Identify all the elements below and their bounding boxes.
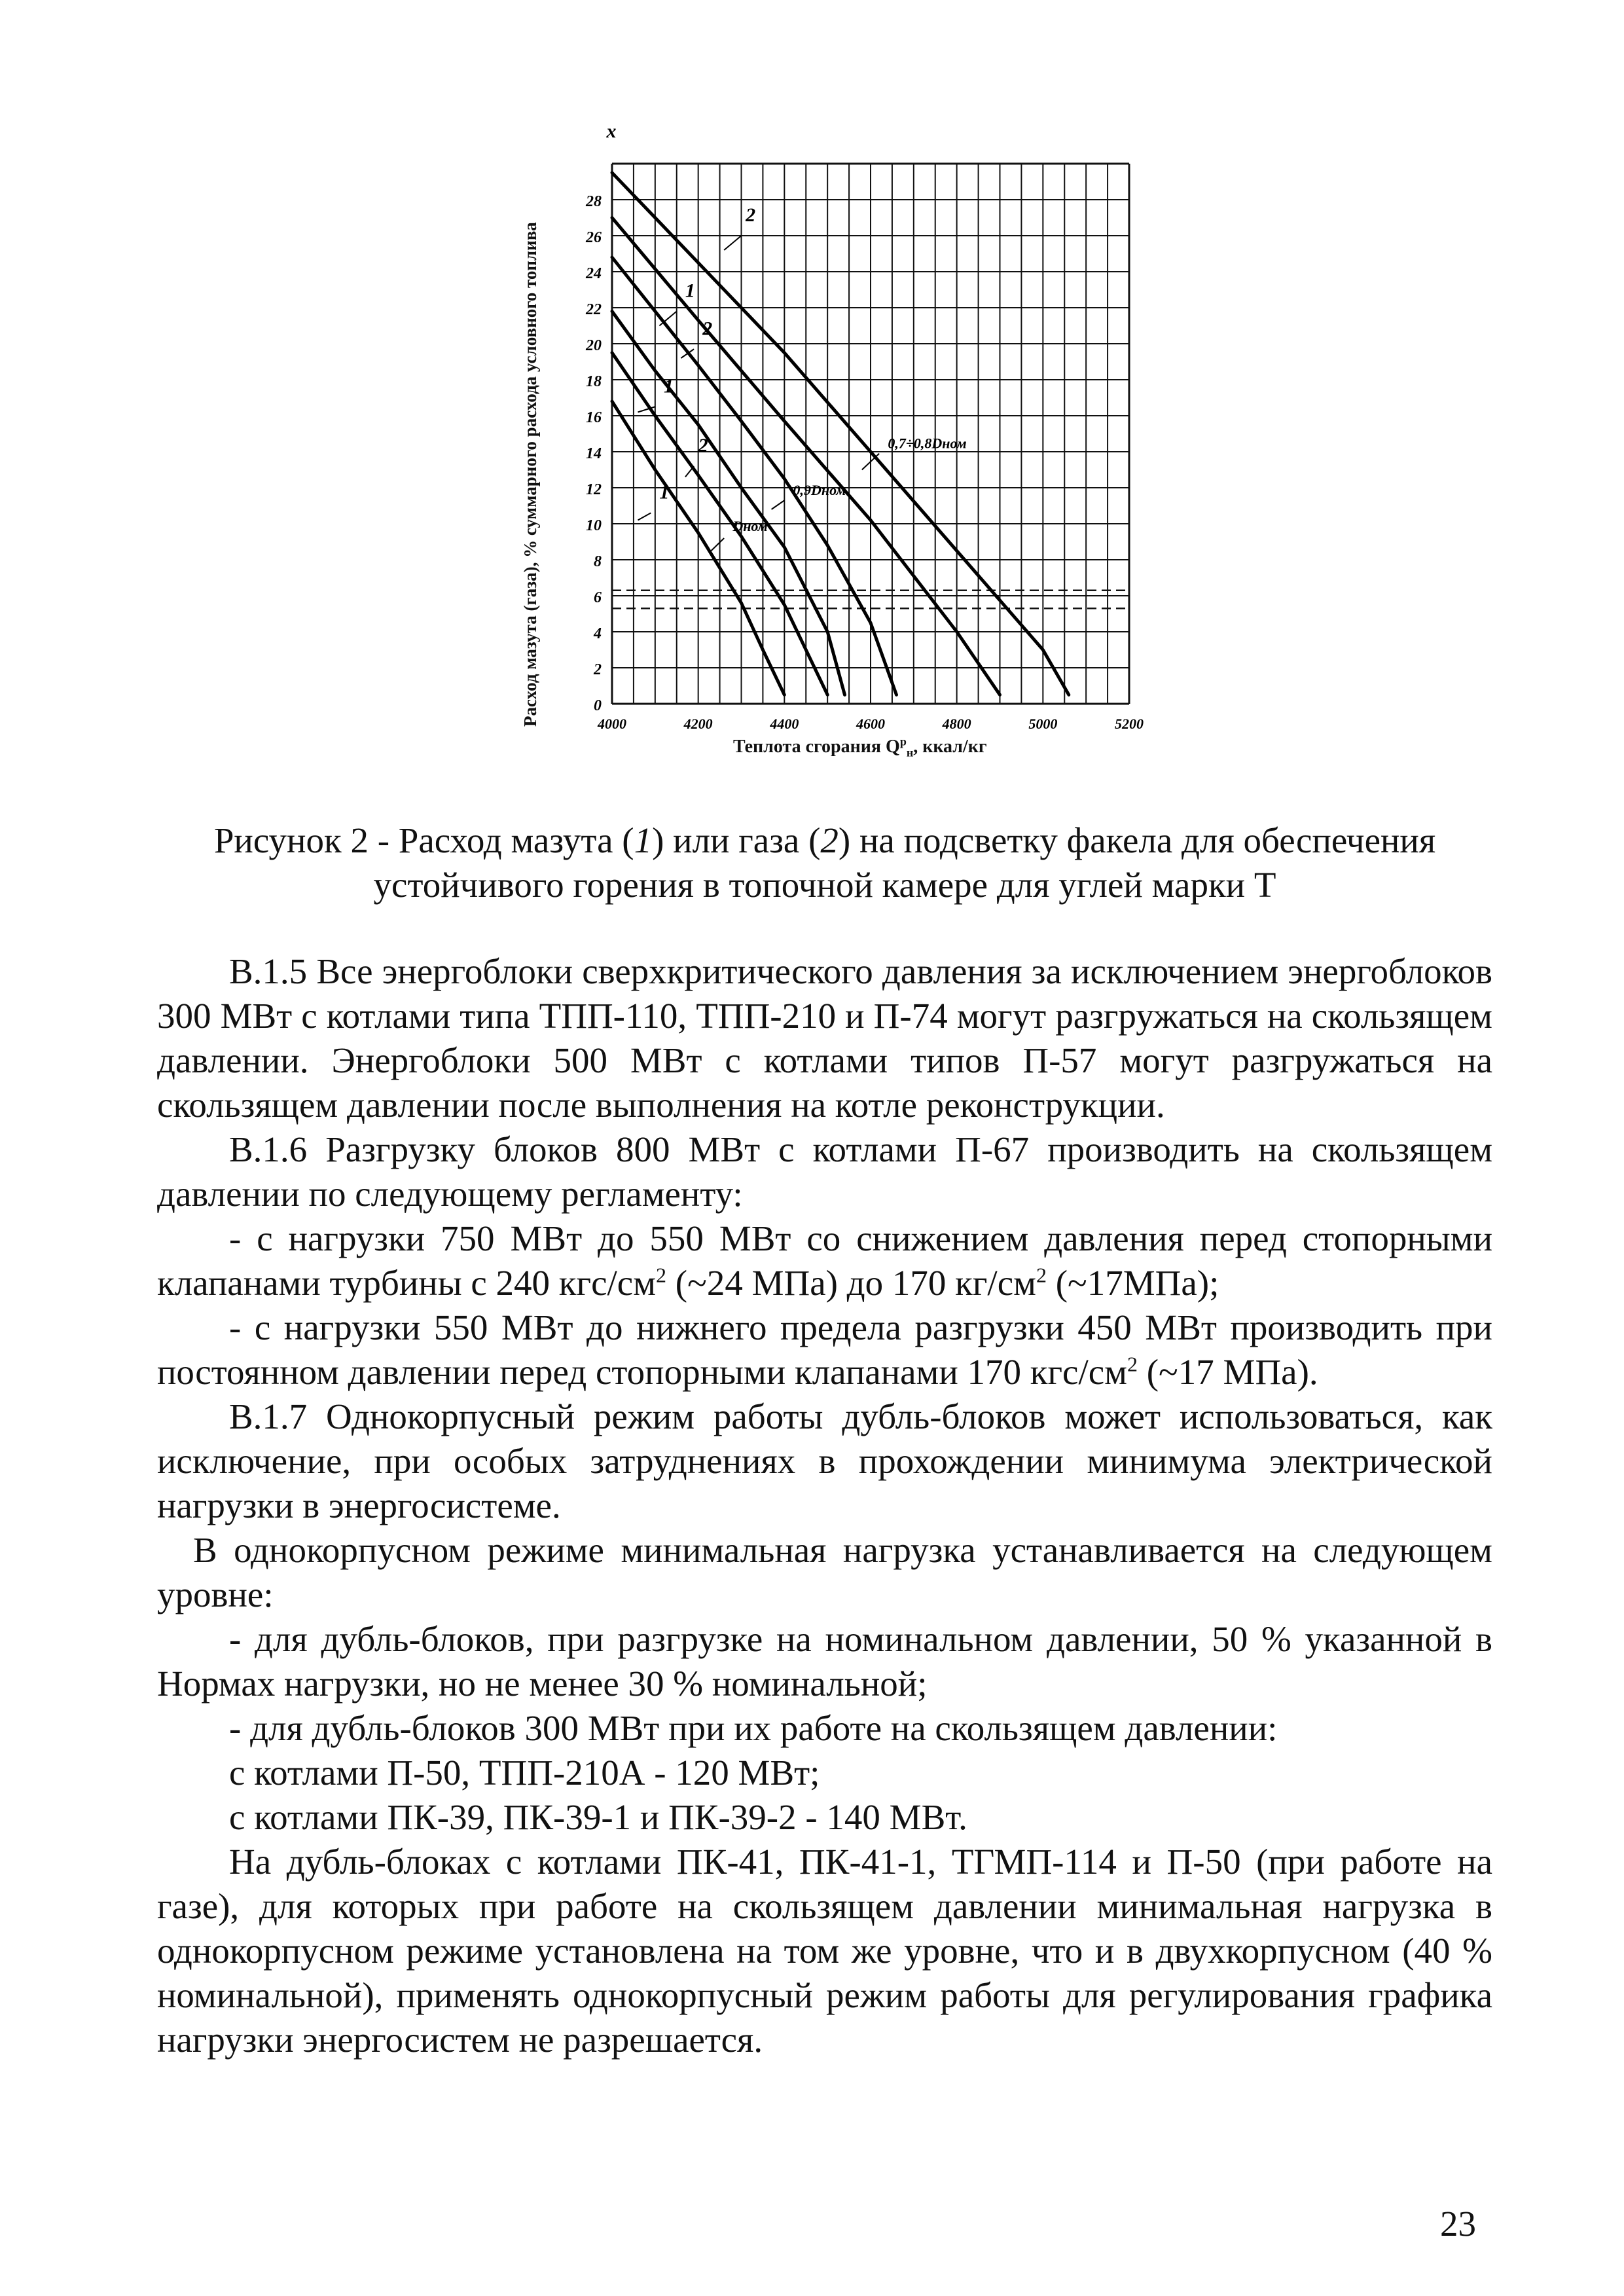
y-tick-label: 20 — [586, 337, 602, 354]
series-line-1 — [612, 312, 845, 695]
curve-number-label: 2 — [702, 318, 713, 340]
paragraph-double-blocks-300: - для дубль-блоков 300 МВт при их работе на скользящем давлении: — [229, 1708, 1278, 1748]
x-tick-label: 5200 — [1115, 716, 1144, 732]
curve-number-label: 1 — [685, 280, 695, 302]
y-tick-label: 4 — [594, 625, 602, 642]
annotation-leader-line — [711, 538, 724, 551]
paragraph-double-blocks-nominal: - для дубль-блоков, при разгрузке на номинальном давлении, 50 % указанной в Нормах нагрузки, но не менее 30 % номинальной; — [157, 1619, 1492, 1704]
annotation-leader-line — [638, 513, 651, 520]
curve-number-label: 2 — [746, 204, 756, 226]
y-tick-label: 16 — [586, 409, 602, 426]
paragraph-b-1-7: В.1.7 Однокорпусный режим работы дубль-блоков может использоваться, как исключение, при особых затруднениях в прохождении минимума электрической нагрузки в энергосистеме. — [157, 1396, 1492, 1525]
y-tick-label: 8 — [594, 553, 602, 570]
annotation-leader-line — [772, 500, 785, 509]
x-tick-label: 5000 — [1028, 716, 1058, 732]
page-number: 23 — [1440, 2204, 1476, 2244]
y-tick-label: 10 — [586, 517, 602, 534]
x-tick-label: 4000 — [598, 716, 626, 732]
caption-line-1: Рисунок 2 - Расход мазута (1) или газа (2) на подсветку факела для обеспечения — [213, 820, 1436, 860]
y-tick-label: 6 — [594, 589, 602, 606]
x-tick-label: 4200 — [683, 716, 713, 732]
y-axis-title: Расход мазута (газа), % суммарного расхода условного топлива — [520, 222, 540, 727]
curve-number-label: 2 — [698, 435, 708, 456]
annotation-leader-line — [685, 466, 694, 477]
caption-line-2: устойчивого горения в топочной камере для углей марки Т — [373, 865, 1276, 905]
y-tick-label: 12 — [586, 481, 602, 498]
chart-ticks — [585, 193, 1144, 732]
y-tick-label: 18 — [586, 373, 602, 390]
y-tick-label: 26 — [586, 229, 602, 246]
curve-group-label: Dном — [732, 518, 768, 534]
y-tick-label: 22 — [586, 301, 602, 318]
chart — [517, 118, 1146, 766]
y-tick-label: 0 — [594, 697, 602, 714]
curve-group-label: 0,7÷0,8Dном — [888, 435, 967, 452]
paragraph-pk41: На дубль-блоках с котлами ПК-41, ПК-41-1, ТГМП-114 и П-50 (при работе на газе), для которых при работе на скользящем давлении минимальная нагрузка в однокорпусном режиме установлена на том же уровне, что и в двухкорпусном (40 % номинальной), применять однокорпусный режим работы для регулирования графика нагрузки энергосистем не разрешается. — [157, 1842, 1492, 2060]
y-tick-label: 2 — [594, 661, 602, 678]
curve-number-label: 1 — [659, 481, 670, 503]
curve-number-label: 1 — [664, 375, 674, 397]
paragraph-boilers-pk39: с котлами ПК-39, ПК-39-1 и ПК-39-2 - 140 МВт. — [229, 1797, 967, 1837]
y-axis-symbol: x — [606, 120, 617, 142]
figure-caption — [157, 818, 1492, 907]
chart-annotations — [638, 204, 967, 551]
body-text — [157, 949, 1492, 2062]
x-axis-title: Теплота сгорания $Q^р_н$, ккал/кг — [733, 735, 987, 759]
paragraph-load-550-450: - с нагрузки 550 МВт до нижнего предела разгрузки 450 МВт производить при постоянном давлении перед стопорными клапанами 170 кгс/$см^2$ (~17 МПа). — [157, 1307, 1492, 1392]
curve-group-label: 0,9Dном — [793, 482, 846, 498]
paragraph-boilers-p50: с котлами П-50, ТПП-210А - 120 МВт; — [229, 1753, 820, 1793]
paragraph-load-750-550: - с нагрузки 750 МВт до 550 МВт со снижением давления перед стопорными клапанами турбины с 240 кгс/$см^2$ (~24 МПа) до 170 $кг/см^2$ (~17МПа); — [157, 1218, 1492, 1303]
y-tick-label: 14 — [586, 445, 602, 462]
x-tick-label: 4600 — [856, 716, 885, 732]
paragraph-b-1-5: В.1.5 Все энергоблоки сверхкритического давления за исключением энергоблоков 300 МВт с котлами типа ТПП-110, ТПП-210 и П-74 могут разгружаться на скользящем давлении. Энергоблоки 500 МВт с котлами типов П-57 могут разгружаться на скользящем давлении после выполнения на котле реконструкции. — [157, 951, 1492, 1125]
x-tick-label: 4800 — [942, 716, 971, 732]
paragraph-b-1-6: В.1.6 Разгрузку блоков 800 МВт с котлами П-67 производить на скользящем давлении по следующему регламенту: — [157, 1129, 1492, 1214]
x-tick-label: 4400 — [770, 716, 799, 732]
y-tick-label: 28 — [586, 193, 602, 210]
y-tick-label: 24 — [586, 265, 602, 282]
annotation-leader-line — [724, 236, 741, 250]
paragraph-single-casing: В однокорпусном режиме минимальная нагрузка устанавливается на следующем уровне: — [157, 1530, 1492, 1614]
